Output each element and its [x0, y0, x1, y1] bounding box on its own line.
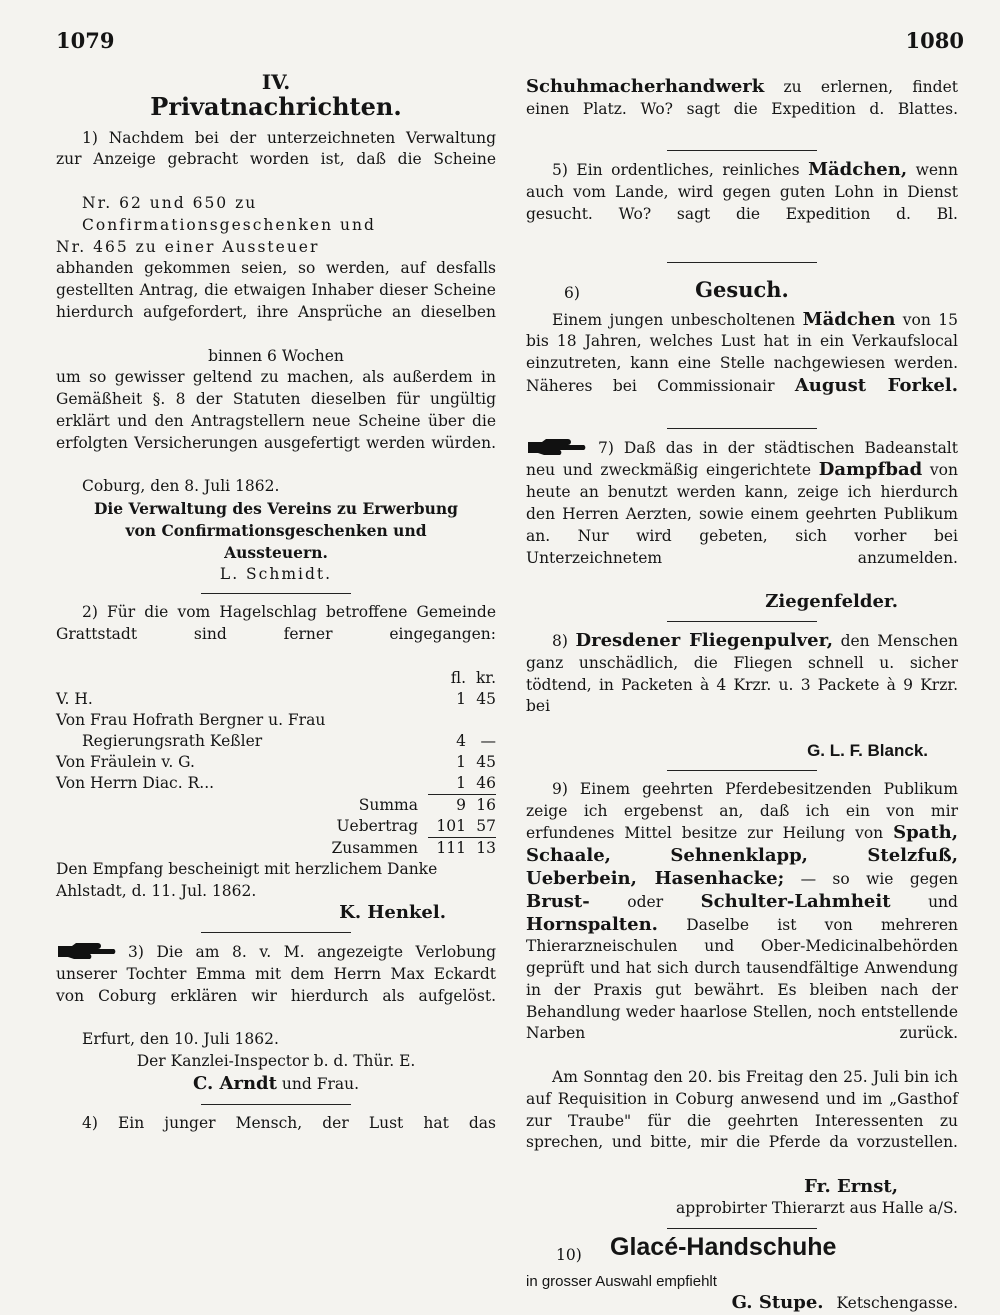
notice-10-number: 10)	[556, 1245, 582, 1264]
notice-1-signature: L. Schmidt.	[219, 564, 333, 583]
notice-2-receipt: Den Empfang bescheinigt mit herzlichem Danke	[56, 859, 438, 878]
notice-6-title: Gesuch.	[695, 276, 789, 302]
table-row	[56, 689, 496, 710]
row-fl: 1	[456, 689, 466, 708]
row-kr: 45	[476, 752, 496, 771]
divider	[201, 932, 351, 933]
pointing-hand-icon	[526, 437, 592, 457]
table-header-row	[56, 668, 496, 689]
notice-2-place-date: Ahlstadt, d. 11. Jul. 1862.	[56, 881, 257, 900]
row-kr: —	[480, 731, 496, 750]
notice-6-text-2: von 15 bis 18 Jahren, welches Lust hat in ein Verkaufslocal einzutreten, kann eine Stelle nachgewiesen werden. Näheres bei Commissionair	[526, 310, 958, 395]
notice-9-ailments: Spath, Schaale, Sehnenklapp, Stelzfuß, Ueberbein, Hasenhacke;	[526, 822, 958, 889]
notice-9-ailment-4: Hornspalten.	[526, 913, 658, 935]
column-header-kr: kr.	[475, 668, 496, 687]
divider	[201, 593, 351, 594]
notice-9-text-2: Daselbe ist von mehreren Thierarzneischulen und Ober-Medicinalbehörden geprüft und hat sich durch tausendfältige Anwendung in der Praxis gut bewährt. Es bleiben nach der Behandlung weder haarlose Stellen, noch entstellende Narben zurück.	[526, 915, 958, 1043]
notice-4-text: 4) Ein junger Mensch, der Lust hat das	[82, 1113, 496, 1132]
notice-9-signature-title: approbirter Thierarzt aus Halle a/S.	[675, 1198, 958, 1217]
divider	[201, 1104, 351, 1105]
row-fl: 1	[456, 752, 466, 771]
donation-table	[56, 668, 496, 859]
table-row	[56, 773, 496, 795]
notice-8-text: den Menschen ganz unschädlich, die Fliegen schnell u. sicher tödtend, in Packeten à 4 Krzr. u. 3 Packete à 9 Krzr. bei	[526, 631, 959, 716]
carry-row	[56, 816, 496, 838]
notice-1-text-2: abhanden gekommen seien, so werden, auf desfalls gestellten Antrag, die etwaigen Inhaber dieser Scheine hierdurch aufgefordert, ihre Ansprüche an dieselben	[56, 259, 496, 321]
notice-4-trade: Schuhmacherhandwerk	[526, 76, 765, 97]
section-number: IV.	[261, 70, 291, 94]
total-label: Zusammen	[331, 838, 418, 857]
notice-9-text-mid-3: und	[928, 892, 958, 911]
notice-6-name: August Forkel.	[794, 374, 958, 396]
table-row	[56, 752, 496, 773]
column-header-fl: fl.	[450, 668, 466, 687]
notice-9-text-mid: — so wie gegen	[800, 869, 958, 888]
notice-6-number: 6)	[564, 283, 580, 302]
left-column	[56, 70, 496, 1156]
notice-1-text: 1) Nachdem bei der unterzeichneten Verwaltung zur Anzeige gebracht worden ist, daß die Scheine	[56, 128, 496, 169]
divider	[667, 770, 817, 771]
notice-9-text-3: Am Sonntag den 20. bis Freitag den 25. Juli bin ich auf Requisition in Coburg anwesend und im „Gasthof zur Traube" für die geehrten Interessenten zu sprechen, und bitte, mir die Pferde da vorzustellen.	[526, 1068, 958, 1152]
notice-7-text: 7) Daß das in der städtischen Badeanstalt neu und zweckmäßig eingerichtete	[526, 438, 958, 480]
notice-2	[56, 602, 496, 924]
notice-7	[526, 437, 958, 613]
notice-10-street: Ketschengasse.	[836, 1294, 958, 1313]
notice-5-text: 5) Ein ordentliches, reinliches	[552, 161, 800, 180]
divider	[667, 1228, 817, 1229]
row-label: Von Fräulein v. G.	[56, 752, 195, 771]
notice-1-place-date: Coburg, den 8. Juli 1862.	[82, 477, 280, 496]
divider	[667, 150, 817, 151]
carry-label: Uebertrag	[336, 817, 418, 836]
notice-10-text: in grosser Auswahl empfiehlt	[526, 1272, 717, 1290]
notice-5-strong: Mädchen,	[808, 159, 908, 181]
notice-3	[56, 941, 496, 1096]
notice-8-number: 8)	[552, 631, 568, 650]
notice-7-signature: Ziegenfelder.	[765, 591, 898, 613]
notice-1-text-3: um so gewisser geltend zu machen, als außerdem in Gemäßheit §. 8 der Statuten dieselben für ungültig erklärt und den Antragstellern neue Scheine über die erfolgten Versicherungen ausgefertigt werden würden.	[56, 368, 496, 452]
notice-3-text: 3) Die am 8. v. M. angezeigte Verlobung unserer Tochter Emma mit dem Herrn Max Eckardt von Coburg erklären wir hierdurch als aufgelöst.	[56, 943, 496, 1005]
row-label: V. H.	[56, 689, 93, 708]
sum-label: Summa	[358, 795, 418, 814]
notice-10-signature: G. Stupe.	[731, 1292, 824, 1314]
notice-9-ailment-3: Schulter-Lahmheit	[700, 890, 891, 912]
notice-1	[56, 128, 496, 586]
row-fl: 4	[456, 731, 466, 750]
section-title: Privatnachrichten.	[150, 91, 402, 121]
notice-10	[526, 1232, 958, 1315]
sum-kr: 16	[466, 794, 496, 816]
table-row	[56, 710, 496, 752]
right-column	[526, 76, 958, 1315]
notice-9-text-mid-2: oder	[627, 892, 664, 911]
notice-8-strong: Dresdener Fliegenpulver,	[575, 629, 834, 651]
row-kr: 45	[476, 689, 496, 708]
divider	[667, 621, 817, 622]
notice-3-signature-suffix: und Frau.	[281, 1074, 360, 1093]
notice-6	[526, 277, 958, 420]
notice-1-organisation: Die Verwaltung des Vereins zu Erwerbung von Confirmationsgeschenken und Aussteuern.	[93, 499, 459, 562]
notice-4-continued	[526, 76, 958, 142]
notice-9-ailment-2: Brust-	[526, 890, 590, 912]
total-fl: 111	[428, 837, 466, 859]
notice-1-item-2: Nr. 465 zu einer Aussteuer	[56, 237, 320, 256]
notice-1-deadline: binnen 6 Wochen	[208, 346, 344, 365]
notice-3-signature-name: C. Arndt	[192, 1072, 277, 1094]
notice-8	[526, 630, 958, 762]
notice-2-signature: K. Henkel.	[339, 902, 446, 924]
notice-8-signature: G. L. F. Blanck.	[807, 740, 928, 760]
notice-7-text-2: von heute an benutzt werden kann, zeige ich hierdurch den Herren Aerzten, sowie einem geehrten Publikum an. Nur wird gebeten, sich vorher bei Unterzeichnetem anzumelden.	[526, 461, 958, 567]
notice-3-signature-title: Der Kanzlei-Inspector b. d. Thür. E.	[136, 1052, 416, 1071]
notice-1-item-1: Nr. 62 und 650 zu Confirmationsgeschenken und	[82, 193, 376, 234]
divider	[667, 262, 817, 263]
divider	[667, 428, 817, 429]
notice-9-signature: Fr. Ernst,	[804, 1176, 898, 1198]
notice-3-place-date: Erfurt, den 10. Juli 1862.	[82, 1030, 279, 1049]
notice-6-strong: Mädchen	[802, 308, 896, 330]
sum-row	[56, 794, 496, 816]
notice-6-text: Einem jungen unbescholtenen	[552, 310, 796, 329]
notice-5-text-2: wenn auch vom Lande, wird gegen guten Lohn in Dienst gesucht. Wo? sagt die Expedition d. Bl.	[526, 161, 958, 223]
row-kr: 46	[476, 773, 496, 792]
total-kr: 13	[466, 837, 496, 859]
sum-fl: 9	[428, 794, 466, 816]
row-label: Von Frau Hofrath Bergner u. Frau Regierungsrath Keßler	[56, 710, 326, 750]
pointing-hand-icon	[56, 941, 122, 961]
notice-5	[526, 159, 958, 247]
row-label: Von Herrn Diac. R...	[56, 774, 215, 793]
carry-kr: 57	[476, 816, 496, 835]
notice-10-title: Glacé-Handschuhe	[610, 1232, 837, 1261]
notice-9-text: 9) Einem geehrten Pferdebesitzenden Publikum zeige ich ergebenst an, daß ich ein von mir erfundenes Mittel besitze zur Heilung von	[526, 779, 958, 843]
page-number-left: 1079	[56, 28, 115, 53]
carry-fl: 101	[436, 816, 466, 835]
notice-2-text: 2) Für die vom Hagelschlag betroffene Gemeinde Grattstadt sind ferner eingegangen:	[56, 603, 496, 644]
row-fl: 1	[456, 773, 466, 792]
notice-4-continued-text: zu erlernen, findet einen Platz. Wo? sagt die Expedition d. Blattes.	[526, 78, 958, 118]
page-number-right: 1080	[905, 28, 964, 53]
total-row	[56, 837, 496, 859]
notice-7-strong: Dampfbad	[818, 459, 923, 481]
notice-9	[526, 779, 958, 1220]
